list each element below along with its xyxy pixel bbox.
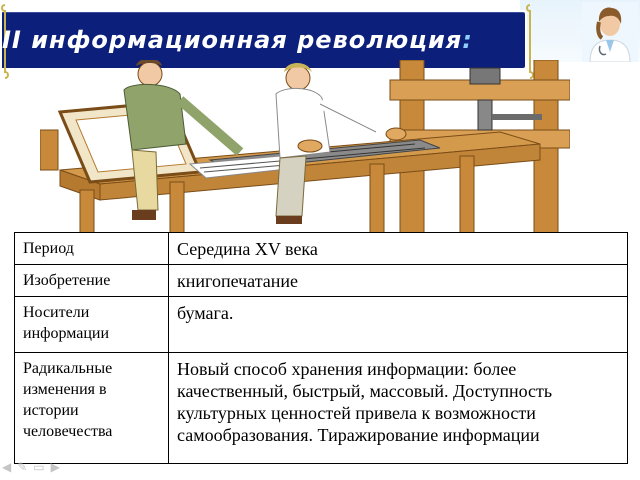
- table-row: [15, 353, 628, 464]
- table-row: [15, 265, 628, 297]
- row-value-invention: книгопечатание: [169, 265, 628, 297]
- pen-icon[interactable]: ✎: [17, 460, 28, 474]
- row-value-carriers: бумага.: [169, 297, 628, 353]
- arrow-left-icon[interactable]: ◀: [2, 460, 12, 474]
- doctor-avatar-icon: [582, 2, 638, 62]
- printing-press-illustration: [40, 60, 570, 236]
- table-row: [15, 233, 628, 265]
- arrow-right-icon[interactable]: ▶: [50, 460, 60, 474]
- row-label-period: Период: [15, 233, 169, 265]
- page-title: II информационная революция:: [2, 26, 473, 54]
- row-label-invention: Изобретение: [15, 265, 169, 297]
- slide-navigation: [2, 458, 92, 476]
- row-label-changes: Радикальные изменения в истории человечества: [15, 353, 169, 464]
- row-label-carriers: Носители информации: [15, 297, 169, 353]
- row-value-period: Середина XV века: [169, 233, 628, 265]
- info-table: [14, 232, 628, 464]
- row-value-changes: Новый способ хранения информации: более качественный, быстрый, массовый. Доступность культурных ценностей привела к возможности самообразования. Тиражирование информации: [169, 353, 628, 464]
- table-row: [15, 297, 628, 353]
- screen-icon[interactable]: ▭: [33, 460, 45, 474]
